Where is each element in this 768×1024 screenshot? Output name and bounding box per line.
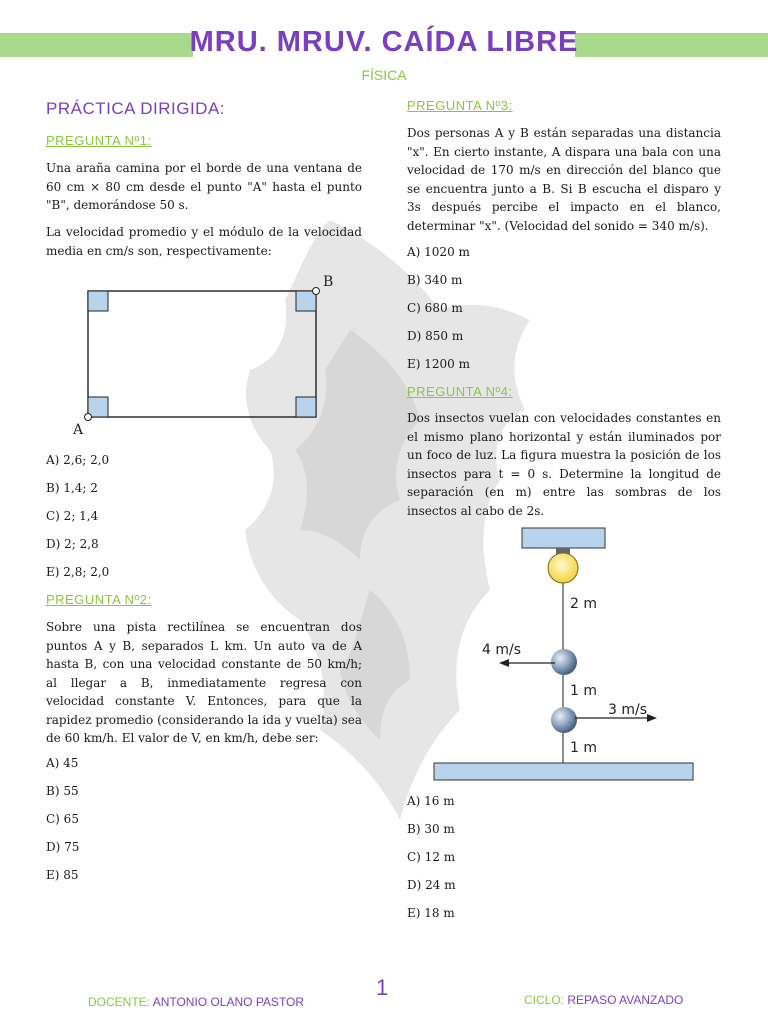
insects-figure — [425, 522, 700, 784]
question-4-label: PREGUNTA Nº4: — [407, 384, 513, 399]
insect-bottom — [551, 707, 577, 733]
point-a-label: A — [73, 422, 84, 438]
corner-square-top-right — [296, 291, 316, 311]
question-2-option-c: C) 65 — [46, 812, 79, 826]
distance-label-2: 1 m — [570, 683, 597, 699]
page-subtitle: FÍSICA — [361, 67, 407, 83]
question-1-option-a: A) 2,6; 2,0 — [46, 453, 110, 467]
point-b-label: B — [323, 274, 334, 290]
arrow-right-head — [647, 714, 657, 722]
window-figure — [70, 273, 340, 438]
question-4-option-a: A) 16 m — [407, 794, 455, 808]
point-a-marker — [85, 414, 92, 421]
question-3-text: Dos personas A y B están separadas una distancia "x". En cierto instante, A dispara una bala con una velocidad de 170 m/s en dirección del blanco que se encuentra junto a B. Si B escucha el disparo y 3s después percibe el impacto en el blanco, determinar "x". (Velocidad del sonido = 340 m/s). — [407, 126, 721, 233]
question-2-label: PREGUNTA Nº2: — [46, 592, 152, 607]
question-1-label: PREGUNTA Nº1: — [46, 133, 152, 148]
question-4-text: Dos insectos vuelan con velocidades constantes en el mismo plano horizontal y están iluminados por un foco de luz. La figura muestra la posición de los insectos para t = 0 s. Determine la longitud de separación (en m) entre las sombras de los insectos al cabo de 2s. — [407, 411, 721, 518]
page-title: MRU. MRUV. CAÍDA LIBRE — [189, 26, 579, 58]
question-2-option-d: D) 75 — [46, 840, 80, 854]
question-1-option-b: B) 1,4; 2 — [46, 481, 98, 495]
corner-square-bottom-left — [88, 397, 108, 417]
floor — [434, 763, 693, 780]
question-3-option-c: C) 680 m — [407, 301, 463, 315]
arrow-left-head — [499, 659, 509, 667]
question-4-option-d: D) 24 m — [407, 878, 456, 892]
corner-square-bottom-right — [296, 397, 316, 417]
window-rectangle — [88, 291, 316, 417]
insect-top — [551, 649, 577, 675]
light-bulb — [548, 553, 578, 583]
corner-square-top-left — [88, 291, 108, 311]
question-2-option-e: E) 85 — [46, 868, 79, 882]
distance-label-1: 2 m — [570, 596, 597, 612]
question-4-option-e: E) 18 m — [407, 906, 455, 920]
speed-label-1: 4 m/s — [482, 642, 522, 658]
ciclo-value: REPASO AVANZADO — [567, 993, 684, 1007]
speed-label-2: 3 m/s — [608, 702, 648, 718]
section-title: PRÁCTICA DIRIGIDA: — [46, 99, 226, 118]
question-2-text: Sobre una pista rectilínea se encuentran dos puntos A y B, separados L km. Un auto va de A hasta B, con una velocidad constante de 50 km/h; al llegar a B, inmediatamente regresa con velocidad constante V. Entonces, para que la rapidez promedio (considerando la ida y vuelta) sea de 60 km/h. El valor de V, en km/h, debe ser: — [46, 620, 362, 745]
page-number: 1 — [376, 975, 389, 1000]
question-1-option-c: C) 2; 1,4 — [46, 509, 99, 523]
question-1-text-1: Una araña camina por el borde de una ventana de 60 cm × 80 cm desde el punto "A" hasta el punto "B", demorándose 50 s. — [46, 161, 362, 212]
footer-ciclo — [524, 993, 683, 1007]
question-4-option-b: B) 30 m — [407, 822, 455, 836]
ceiling — [522, 528, 605, 548]
question-1-option-e: E) 2,8; 2,0 — [46, 565, 110, 579]
ciclo-key: CICLO: — [524, 993, 565, 1007]
question-1-option-d: D) 2; 2,8 — [46, 537, 99, 551]
question-3-label: PREGUNTA Nº3: — [407, 98, 513, 113]
docente-key: DOCENTE: — [88, 995, 151, 1009]
question-2-option-b: B) 55 — [46, 784, 79, 798]
point-b-marker — [313, 288, 320, 295]
question-3-option-d: D) 850 m — [407, 329, 464, 343]
question-3-option-e: E) 1200 m — [407, 357, 470, 371]
question-3-option-a: A) 1020 m — [407, 245, 470, 259]
docente-value: ANTONIO OLANO PASTOR — [152, 995, 305, 1009]
distance-label-3: 1 m — [570, 740, 597, 756]
question-2-option-a: A) 45 — [46, 756, 79, 770]
question-4-option-c: C) 12 m — [407, 850, 456, 864]
footer-docente — [88, 995, 304, 1009]
question-3-option-b: B) 340 m — [407, 273, 463, 287]
question-1-text-2: La velocidad promedio y el módulo de la velocidad media en cm/s son, respectivamente: — [46, 225, 362, 258]
